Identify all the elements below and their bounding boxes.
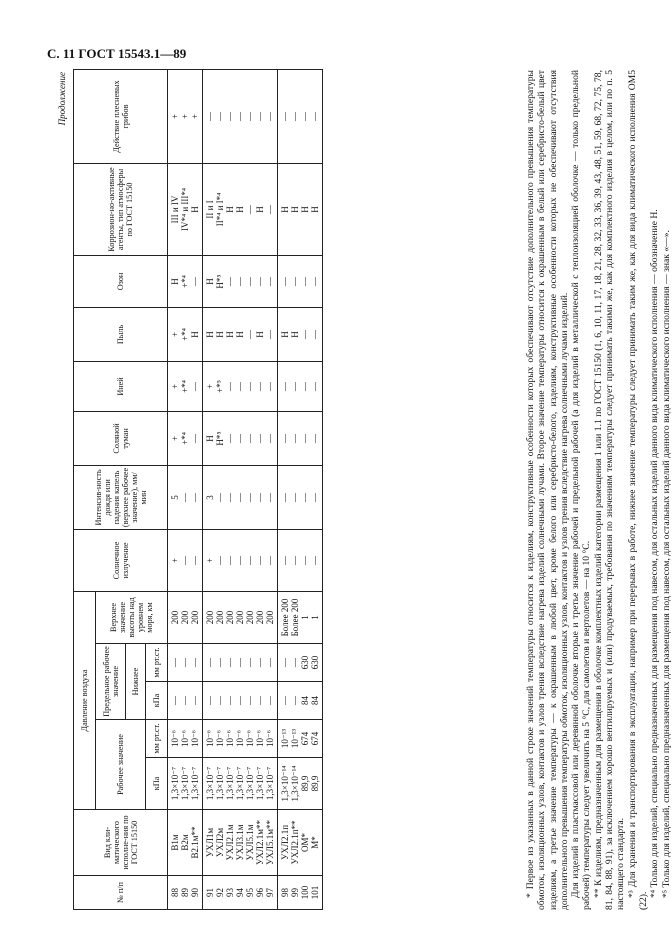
cell-line: Н: [225, 331, 235, 338]
cell-line: —: [265, 276, 275, 286]
cell-line: 89,9: [310, 775, 320, 792]
cell-line: —: [265, 492, 275, 502]
cell-line: —: [265, 696, 275, 705]
cell-line: 10⁻⁶: [180, 730, 190, 747]
cell-fungi: [168, 69, 203, 163]
col-kpa-limit: кПа: [146, 682, 168, 720]
cell-line: 3: [205, 495, 215, 500]
col-frost: Иней: [74, 361, 168, 411]
cell-line: —: [180, 555, 190, 565]
footnote: ** К изделиям, предназначенным для размещения в оболочке комплектных изделий категории размещения 1 или 1.1 по ГОСТ 15150 (1, 6, 10, 11, 17, 18, 21, 28, 32, 33, 36, 39, 43, 48, 51, 59, 68, 72, 75, 78, 81, 84, 88, 91), за исключением хорошо вентилируемых и (или) продуваемых, требования по значениям температуры следует принимать такими же, как для комплектного изделия в целом, или по п. 5 настоящего стандарта.: [592, 70, 627, 910]
cell-line: Н: [300, 206, 310, 213]
cell-line: —: [235, 492, 245, 502]
col-mmhg-limit: мм рт.ст.: [146, 644, 168, 682]
cell-line: —: [245, 433, 255, 443]
cell-line: Н: [280, 331, 290, 338]
cell-corr: [203, 163, 278, 255]
cell-corr: [278, 163, 323, 255]
cell-line: —: [265, 204, 275, 214]
cell-line: —: [300, 276, 310, 286]
cell-line: 91: [205, 888, 215, 897]
cell-line: —: [245, 555, 255, 565]
cell-line: —: [225, 658, 235, 667]
cell-line: 84: [300, 696, 310, 705]
cell-line: —: [170, 696, 180, 705]
cell-line: 90: [190, 888, 200, 897]
cell-ozone: [168, 255, 203, 307]
cell-line: —: [245, 658, 255, 667]
cell-line: —: [255, 381, 265, 391]
footnote: *³ Для хранения и транспортирования в эксплуатации, например при перерывах в работе, нижнее значение температуры следует принимать таким же, как для вида климатического исполнения ОМ5 (22).: [626, 70, 649, 910]
cell-line: Н: [235, 206, 245, 213]
cell-line: 97: [265, 888, 275, 897]
cell-line: УХЛ5.1м**: [265, 820, 275, 865]
cell-line: 89: [180, 888, 190, 897]
cell-line: 10⁻¹³: [280, 728, 290, 749]
cell-line: +*⁴: [180, 432, 190, 445]
cell-line: 674: [310, 731, 320, 746]
cell-line: —: [300, 111, 310, 121]
cell-line: 100: [300, 885, 310, 900]
cell-line: —: [245, 204, 255, 214]
cell-line: В2.1м**: [190, 826, 200, 859]
cell-line: 1: [310, 615, 320, 620]
cell-line: —: [300, 381, 310, 391]
cell-line: —: [280, 381, 290, 391]
cell-line: +: [180, 113, 190, 120]
cell-line: —: [225, 696, 235, 705]
cell-kind: [203, 810, 278, 876]
cell-line: 200: [180, 610, 190, 625]
cell-line: 200: [235, 610, 245, 625]
col-fog: Соляной туман: [74, 411, 168, 465]
cell-line: Н: [190, 206, 200, 213]
cell-line: 630: [300, 655, 310, 670]
cell-line: 200: [265, 610, 275, 625]
cell-fungi: [278, 69, 323, 163]
cell-line: Н: [290, 206, 300, 213]
cell-mm2: [203, 644, 278, 682]
cell-line: —: [235, 658, 245, 667]
footnotes: [525, 70, 672, 910]
cell-rain: [278, 465, 323, 529]
cell-line: УХЛ2.1м: [225, 824, 235, 861]
cell-mm1: [203, 720, 278, 758]
col-kpa-working: кПа: [146, 758, 168, 810]
cell-line: Более 200: [280, 598, 290, 637]
cell-kind: [168, 810, 203, 876]
cell-kpa1: [168, 758, 203, 810]
cell-line: 10⁻⁶: [215, 730, 225, 747]
cell-line: —: [265, 433, 275, 443]
col-dust: Пыль: [74, 307, 168, 361]
cell-line: —: [215, 696, 225, 705]
cell-line: 10⁻⁶: [235, 730, 245, 747]
footnote: Для изделий в пластмассовой или деревянной оболочке вторые и третье значение рабочей и предельной рабочей (а для изделий в металлической с теплоизоляцией оболочке — только предельной рабочей) температуры следует увеличить на 5 °С, для самолетов и вертолетов — на 10 °С.: [570, 70, 593, 910]
cell-line: —: [225, 111, 235, 121]
cell-line: III и IV: [170, 195, 180, 224]
cell-line: —: [280, 555, 290, 565]
cell-line: —: [280, 696, 290, 705]
cell-line: 1,3×10⁻⁷: [170, 766, 180, 801]
cell-line: 88: [170, 888, 180, 897]
cell-line: —: [215, 492, 225, 502]
cell-line: —: [215, 658, 225, 667]
col-height: Верхнее значение высоты над уровнем моря, км: [96, 591, 168, 643]
cell-line: 84: [310, 696, 320, 705]
cell-line: 10⁻⁶: [265, 730, 275, 747]
cell-line: 200: [215, 610, 225, 625]
cell-line: Н*⁵: [215, 274, 225, 289]
cell-kpa1: [278, 758, 323, 810]
cell-line: 1,3×10⁻⁷: [255, 766, 265, 801]
cell-solar: [278, 529, 323, 591]
cell-line: 1,3×10⁻⁷: [225, 766, 235, 801]
cell-kind: [278, 810, 323, 876]
cell-line: УХЛ3.1м: [235, 824, 245, 861]
cell-line: 10⁻⁶: [245, 730, 255, 747]
cell-dust: [278, 307, 323, 361]
cell-line: —: [310, 433, 320, 443]
cell-line: УХЛ2.1м**: [255, 820, 265, 865]
col-fungi: Действие плесневых грибов: [74, 69, 168, 163]
cell-line: —: [215, 111, 225, 121]
cell-line: —: [225, 555, 235, 565]
cell-line: +: [170, 331, 180, 338]
cell-line: —: [245, 381, 255, 391]
cell-line: —: [300, 492, 310, 502]
cell-line: —: [225, 492, 235, 502]
cell-line: +: [205, 557, 215, 564]
cell-line: —: [265, 555, 275, 565]
col-solar: Солнечное излучение: [74, 529, 168, 591]
cell-line: —: [310, 111, 320, 121]
cell-mm2: [278, 644, 323, 682]
cell-line: +: [190, 113, 200, 120]
cell-line: ОМ*: [300, 833, 310, 853]
cell-frost: [168, 361, 203, 411]
cell-line: 10⁻⁶: [190, 730, 200, 747]
cell-line: 10⁻⁶: [205, 730, 215, 747]
footnote: *⁴ Только для изделий, специально предназначенных для размещения под навесом, для остальных изделий данного вида климатического исполнения — обозначение Н.: [649, 209, 661, 898]
cell-line: УХЛ5.1м: [245, 824, 255, 861]
cell-line: —: [205, 696, 215, 705]
cell-fungi: [203, 69, 278, 163]
cell-num: [203, 876, 278, 910]
col-limit: Предельное рабочее значение: [96, 644, 126, 720]
cell-line: —: [215, 555, 225, 565]
table-row-group: [278, 69, 323, 909]
cell-line: —: [245, 329, 255, 339]
cell-line: 200: [205, 610, 215, 625]
cell-line: —: [235, 433, 245, 443]
cell-line: —: [310, 381, 320, 391]
cell-line: УХЛ2м: [215, 827, 225, 858]
cell-line: 1,3×10⁻¹⁴: [290, 765, 300, 802]
footnote: *⁵ Только для изделий, специально предназначенных для размещения под навесом, для остальных изделий данного вида климатического исполнения — знак «—».: [660, 230, 672, 898]
cell-line: —: [255, 492, 265, 502]
cell-ozone: [278, 255, 323, 307]
table-row-group: [168, 69, 203, 909]
cell-line: Н: [225, 206, 235, 213]
cell-solar: [203, 529, 278, 591]
cell-line: 93: [225, 888, 235, 897]
cell-line: —: [290, 658, 300, 667]
cell-line: —: [310, 492, 320, 502]
cell-line: 1: [300, 615, 310, 620]
cell-line: Н: [280, 206, 290, 213]
cell-line: —: [225, 276, 235, 286]
cell-line: УХЛ1м: [205, 827, 215, 858]
cell-line: —: [290, 381, 300, 391]
cell-line: —: [180, 696, 190, 705]
cell-line: 200: [225, 610, 235, 625]
cell-line: —: [245, 276, 255, 286]
cell-fog: [203, 411, 278, 465]
cell-line: Н: [235, 331, 245, 338]
cell-line: 5: [170, 495, 180, 500]
cell-line: —: [235, 381, 245, 391]
cell-line: М*: [310, 836, 320, 849]
cell-line: —: [225, 433, 235, 443]
cell-line: 200: [190, 610, 200, 625]
cell-solar: [168, 529, 203, 591]
climate-table: [73, 69, 323, 910]
cell-line: 1,3×10⁻¹⁴: [280, 765, 290, 802]
cell-line: —: [255, 696, 265, 705]
cell-line: —: [300, 433, 310, 443]
cell-line: —: [245, 111, 255, 121]
cell-mm2: [168, 644, 203, 682]
cell-frost: [278, 361, 323, 411]
page-header: С. 11 ГОСТ 15543.1—89: [47, 46, 187, 61]
cell-dust: [168, 307, 203, 361]
cell-line: II и I: [205, 200, 215, 219]
cell-line: —: [190, 658, 200, 667]
cell-kpa2: [168, 682, 203, 720]
col-mmhg-working: мм рт.ст.: [146, 720, 168, 758]
cell-line: +: [170, 435, 180, 442]
cell-line: —: [290, 492, 300, 502]
cell-line: —: [245, 492, 255, 502]
col-num: № п/п: [74, 876, 168, 910]
cell-height: [168, 591, 203, 643]
cell-line: 10⁻⁶: [225, 730, 235, 747]
cell-kpa2: [203, 682, 278, 720]
rotated-content: [55, 70, 672, 910]
col-kind: Вид кли-матического исполне-ния по ГОСТ 15150: [74, 810, 168, 876]
cell-line: 674: [300, 731, 310, 746]
cell-line: —: [310, 329, 320, 339]
cell-line: 1,3×10⁻⁷: [235, 766, 245, 801]
cell-line: —: [190, 433, 200, 443]
cell-line: 99: [290, 888, 300, 897]
cell-line: 1,3×10⁻⁷: [180, 766, 190, 801]
cell-line: —: [280, 276, 290, 286]
col-working: Рабочее значение: [96, 720, 146, 810]
cell-line: 92: [215, 888, 225, 897]
cell-line: —: [310, 555, 320, 565]
cell-line: Н: [205, 278, 215, 285]
cell-line: —: [190, 696, 200, 705]
cell-line: —: [265, 329, 275, 339]
cell-line: IV*⁴ и III*⁴: [180, 187, 190, 232]
col-pressure-group: Давление воздуха: [74, 591, 96, 809]
cell-line: +*⁴: [180, 275, 190, 288]
cell-line: 10⁻¹³: [290, 728, 300, 749]
col-corrosion: Коррозион-но-активные агенты, тип атмосферы по ГОСТ 15150: [74, 163, 168, 255]
cell-line: Н: [255, 331, 265, 338]
cell-line: II*⁴ и I*⁴: [215, 192, 225, 227]
cell-line: —: [190, 555, 200, 565]
cell-line: —: [205, 658, 215, 667]
cell-line: 95: [245, 888, 255, 897]
cell-line: —: [290, 555, 300, 565]
cell-line: —: [235, 696, 245, 705]
cell-line: —: [245, 696, 255, 705]
cell-line: +: [170, 113, 180, 120]
cell-fog: [168, 411, 203, 465]
cell-line: Н: [205, 435, 215, 442]
cell-line: —: [290, 696, 300, 705]
cell-num: [168, 876, 203, 910]
cell-line: +: [205, 383, 215, 390]
cell-line: Более 200: [290, 598, 300, 637]
cell-line: 98: [280, 888, 290, 897]
cell-num: [278, 876, 323, 910]
cell-line: 1,3×10⁻⁷: [190, 766, 200, 801]
cell-line: Н: [255, 206, 265, 213]
cell-line: УХЛ2.1п**: [290, 820, 300, 865]
cell-line: —: [225, 381, 235, 391]
cell-line: Н: [205, 331, 215, 338]
cell-frost: [203, 361, 278, 411]
cell-line: —: [255, 658, 265, 667]
cell-line: Н*⁵: [215, 431, 225, 446]
cell-line: —: [265, 658, 275, 667]
cell-line: +*⁵: [215, 380, 225, 393]
cell-mm1: [278, 720, 323, 758]
cell-line: 1,3×10⁻⁷: [265, 766, 275, 801]
cell-line: 200: [245, 610, 255, 625]
cell-line: 1,3×10⁻⁷: [245, 766, 255, 801]
cell-line: 200: [170, 610, 180, 625]
continuation-label: Продолжение: [57, 72, 67, 126]
cell-line: —: [290, 433, 300, 443]
cell-fog: [278, 411, 323, 465]
cell-rain: [168, 465, 203, 529]
cell-line: —: [255, 111, 265, 121]
cell-line: —: [280, 433, 290, 443]
cell-line: В1м: [170, 834, 180, 851]
cell-ozone: [203, 255, 278, 307]
cell-line: —: [255, 276, 265, 286]
cell-mm1: [168, 720, 203, 758]
cell-line: —: [265, 111, 275, 121]
cell-line: —: [255, 433, 265, 443]
cell-line: —: [235, 555, 245, 565]
cell-line: —: [280, 492, 290, 502]
cell-kpa1: [203, 758, 278, 810]
cell-line: —: [190, 276, 200, 286]
cell-line: Н: [190, 331, 200, 338]
cell-line: 1,3×10⁻⁷: [205, 766, 215, 801]
cell-line: —: [205, 111, 215, 121]
cell-line: —: [180, 658, 190, 667]
cell-line: +*⁴: [180, 328, 190, 341]
cell-line: —: [235, 111, 245, 121]
cell-line: УХЛ2.1п: [280, 824, 290, 861]
cell-line: —: [190, 492, 200, 502]
cell-line: 10⁻⁶: [170, 730, 180, 747]
cell-line: Н: [290, 331, 300, 338]
cell-line: —: [180, 492, 190, 502]
cell-line: 10⁻⁶: [255, 730, 265, 747]
cell-line: В2м: [180, 834, 190, 851]
cell-line: 94: [235, 888, 245, 897]
cell-dust: [203, 307, 278, 361]
cell-line: 101: [310, 885, 320, 900]
cell-rain: [203, 465, 278, 529]
cell-corr: [168, 163, 203, 255]
cell-line: —: [300, 329, 310, 339]
table-row-group: [203, 69, 278, 909]
cell-line: —: [290, 111, 300, 121]
col-rain: Интенсив-ность дождя или падения капель (верхнее рабочее значение), мм/мин: [74, 465, 168, 529]
cell-line: —: [190, 381, 200, 391]
cell-line: —: [280, 658, 290, 667]
cell-line: 89,9: [300, 775, 310, 792]
cell-line: Н: [215, 331, 225, 338]
cell-line: Н: [310, 206, 320, 213]
col-lower: Нижнее: [126, 644, 146, 720]
cell-line: +: [170, 383, 180, 390]
cell-kpa2: [278, 682, 323, 720]
cell-line: —: [290, 276, 300, 286]
cell-height: [203, 591, 278, 643]
cell-line: 1,3×10⁻⁷: [215, 766, 225, 801]
cell-line: +: [170, 557, 180, 564]
col-ozone: Озон: [74, 255, 168, 307]
cell-line: 630: [310, 655, 320, 670]
cell-line: —: [300, 555, 310, 565]
cell-line: 96: [255, 888, 265, 897]
cell-line: —: [255, 555, 265, 565]
cell-height: [278, 591, 323, 643]
footnote: * Первое из указанных в данной строке значений температуры относится к изделиям, конструктивные особенности которых обеспечивают отсутствие дополнительного превышения температуры обмоток, изоляционных узлов, контактов и узлов трения вследствие нагрева изделий солнечными лучами. Второе значение температуры относится к окрашенным в белый или серебристо-белый цвет изделиям, а третье значение температуры — к окрашенным в любой цвет, кроме белого или серебристо-белого, изделиям, конструктивные особенности которых не обеспечивают отсутствия дополнительного превышения температуры обмоток, изоляционных узлов, контактов и узлов трения вследствие нагрева солнечными лучами изделий.: [525, 70, 570, 910]
cell-line: —: [310, 276, 320, 286]
cell-line: Н: [170, 278, 180, 285]
cell-line: +*⁴: [180, 380, 190, 393]
cell-line: —: [235, 276, 245, 286]
cell-line: —: [280, 111, 290, 121]
cell-line: —: [170, 658, 180, 667]
cell-line: 200: [255, 610, 265, 625]
cell-line: —: [265, 381, 275, 391]
